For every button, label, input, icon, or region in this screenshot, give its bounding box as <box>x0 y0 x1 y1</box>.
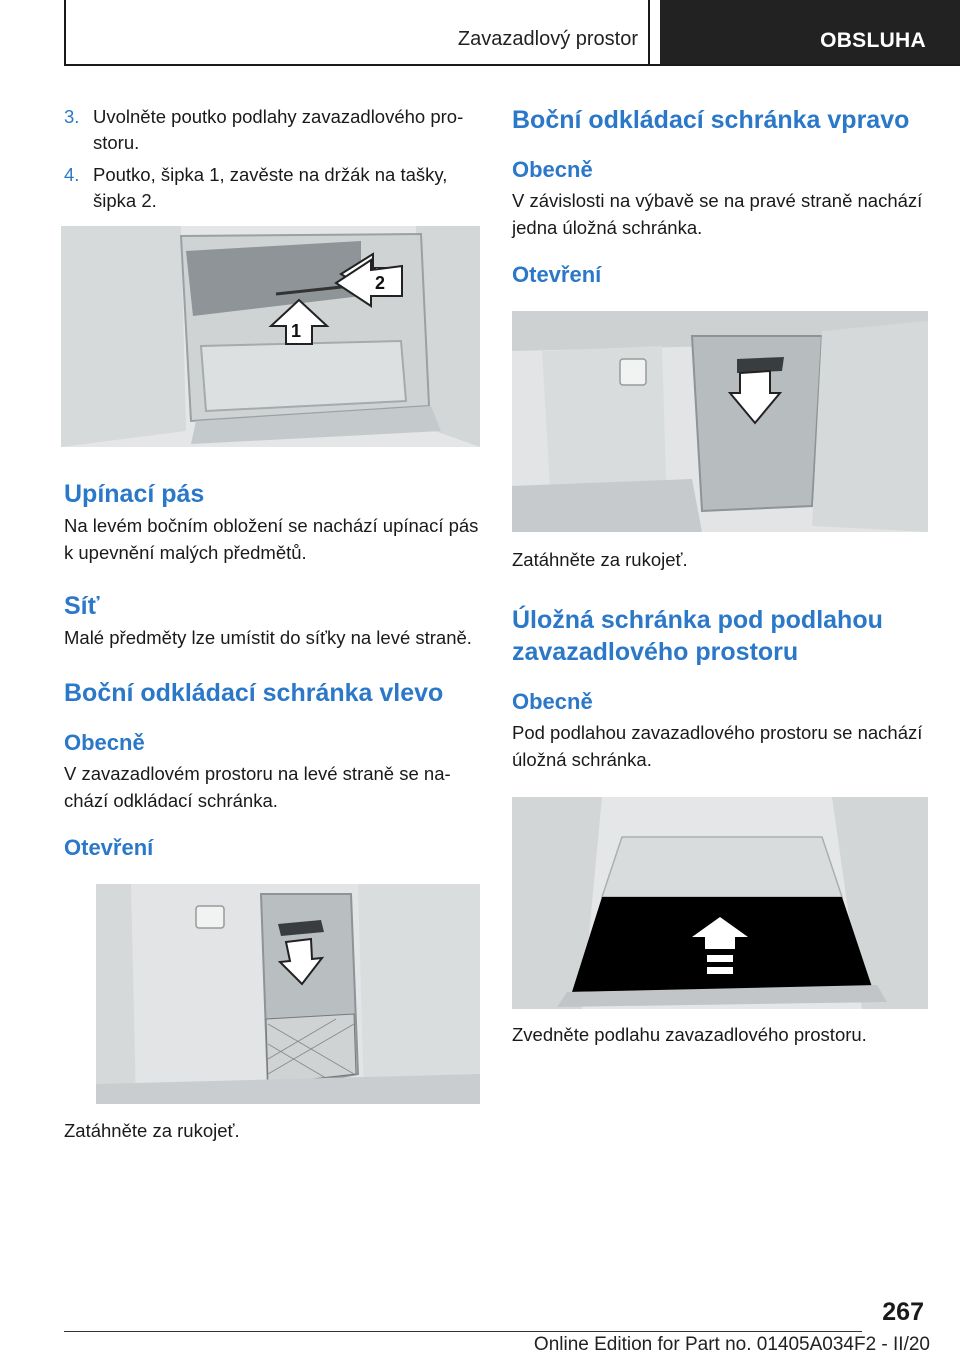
text-obecne-vpravo: V závislosti na výbavě se na pravé straně nachází jedna úložná schránka. <box>512 190 923 238</box>
right-compartment-image <box>512 311 928 532</box>
step-text: Uvolněte poutko podlahy zavazadlového prostoru. <box>93 106 464 153</box>
text-obecne-ulozna: Pod podlahou zavazadlového prostoru se nachází úložná schránka. <box>512 722 923 770</box>
left-compartment-image <box>96 884 480 1104</box>
step-text: Poutko, šipka 1, zavěste na držák na tašky, šipka 2. <box>93 164 448 211</box>
heading-otevreni-vlevo: Otevření <box>64 835 154 860</box>
heading-upinaci-pas: Upínací pás <box>64 480 205 508</box>
heading-bocni-vpravo: Boční odkládací schránka vpravo <box>512 106 910 134</box>
heading-obecne-vpravo: Obecně <box>512 157 593 182</box>
section-title: Zavazadlový prostor <box>457 28 638 50</box>
heading-otevreni-vpravo: Otevření <box>512 262 602 287</box>
lift-bar-icon <box>707 955 733 962</box>
header-rule <box>64 64 960 66</box>
arrow-1-label: 1 <box>291 321 302 341</box>
caption-left-compartment: Zatáhněte za rukojeť. <box>64 1120 240 1141</box>
text-obecne-vlevo: V zavazadlovém prostoru na levé straně se nachází odkládací schránka. <box>64 763 451 811</box>
caption-trunk-floor: Zvedněte podlahu zavazadlového prostoru. <box>512 1024 867 1045</box>
heading-obecne-vlevo: Obecně <box>64 730 145 755</box>
caption-right-compartment: Zatáhněte za rukojeť. <box>512 549 688 570</box>
page-number: 267 <box>882 1298 924 1326</box>
step-number: 4. <box>64 164 80 185</box>
section-bocni-vlevo <box>64 677 482 862</box>
lift-bar-icon <box>707 967 733 974</box>
text-sit: Malé předměty lze umístit do síťky na levé straně. <box>64 627 472 648</box>
left-steps <box>64 104 482 220</box>
section-bocni-vpravo <box>512 104 932 289</box>
footer-edition: Online Edition for Part no. 01405A034F2 - II/20 <box>533 1334 930 1355</box>
heading-bocni-vlevo: Boční odkládací schránka vlevo <box>64 679 444 707</box>
heading-obecne-ulozna: Obecně <box>512 689 593 714</box>
step-3 <box>64 104 482 156</box>
trunk-image <box>61 226 480 447</box>
text-upinaci-pas: Na levém bočním obložení se nachází upínací pás k upevnění malých předmětů. <box>64 515 479 563</box>
header-left-rule <box>64 0 66 66</box>
heading-sit: Síť <box>64 592 100 620</box>
trunk-floor-image <box>512 797 928 1009</box>
chapter-tab-label: OBSLUHA <box>820 29 926 52</box>
section-ulozna-schranka <box>512 604 932 773</box>
section-sit <box>64 590 484 651</box>
section-upinaci-pas <box>64 478 482 566</box>
heading-ulozna-schranka: Úložná schránka pod podlahou zavazadlového prostoru <box>512 606 883 666</box>
header-divider <box>648 0 650 66</box>
arrow-2-label: 2 <box>375 273 386 293</box>
step-number: 3. <box>64 106 80 127</box>
footer-rule <box>64 1331 862 1332</box>
step-4 <box>64 162 482 214</box>
chapter-tab[interactable] <box>660 0 960 64</box>
